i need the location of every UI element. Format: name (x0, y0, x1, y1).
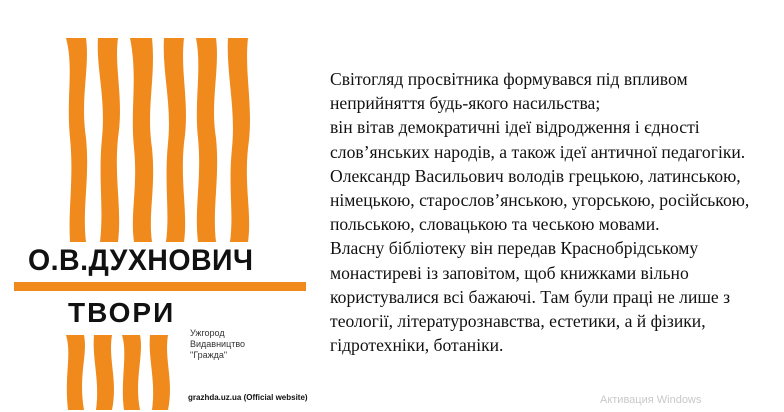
cover-website: grazhda.uz.ua (Official website) (188, 393, 308, 402)
biography-text (330, 67, 782, 357)
windows-activation-watermark: Активация Windows (600, 394, 702, 406)
cover-publisher (190, 328, 245, 361)
paragraph: Світогляд просвітника формувався під впливом неприйняття будь-якого насильства; (330, 69, 688, 114)
cover-stripes-top (64, 38, 254, 242)
book-cover (14, 32, 306, 410)
paragraph: він вітав демократичні ідеї відродження і єдності слов’янських народів, а також ідеї античної педагогіки. (330, 117, 746, 162)
cover-divider-bar (14, 282, 306, 291)
cover-title: ТВОРИ (68, 297, 176, 328)
publisher-line: Видавництво (190, 339, 246, 349)
publisher-line: Ужгород (190, 328, 225, 338)
publisher-line: "Гражда" (190, 350, 228, 360)
paragraph: Власну бібліотеку він передав Краснобрідському монастиреві із заповітом, щоб книжками вільно користувалися всі бажаючі. Там були праці не лише з теології, літературознавства, естетики, а й фізики, гідротехніки, ботаніки. (330, 238, 731, 356)
cover-stripes-bottom (64, 335, 174, 410)
cover-author: О.В.ДУХНОВИЧ (28, 244, 254, 277)
paragraph: Олександр Васильович володів грецькою, латинською, німецькою, старослов’янською, угорською, російською, польською, словацькою та чеською мовами. (330, 165, 750, 235)
